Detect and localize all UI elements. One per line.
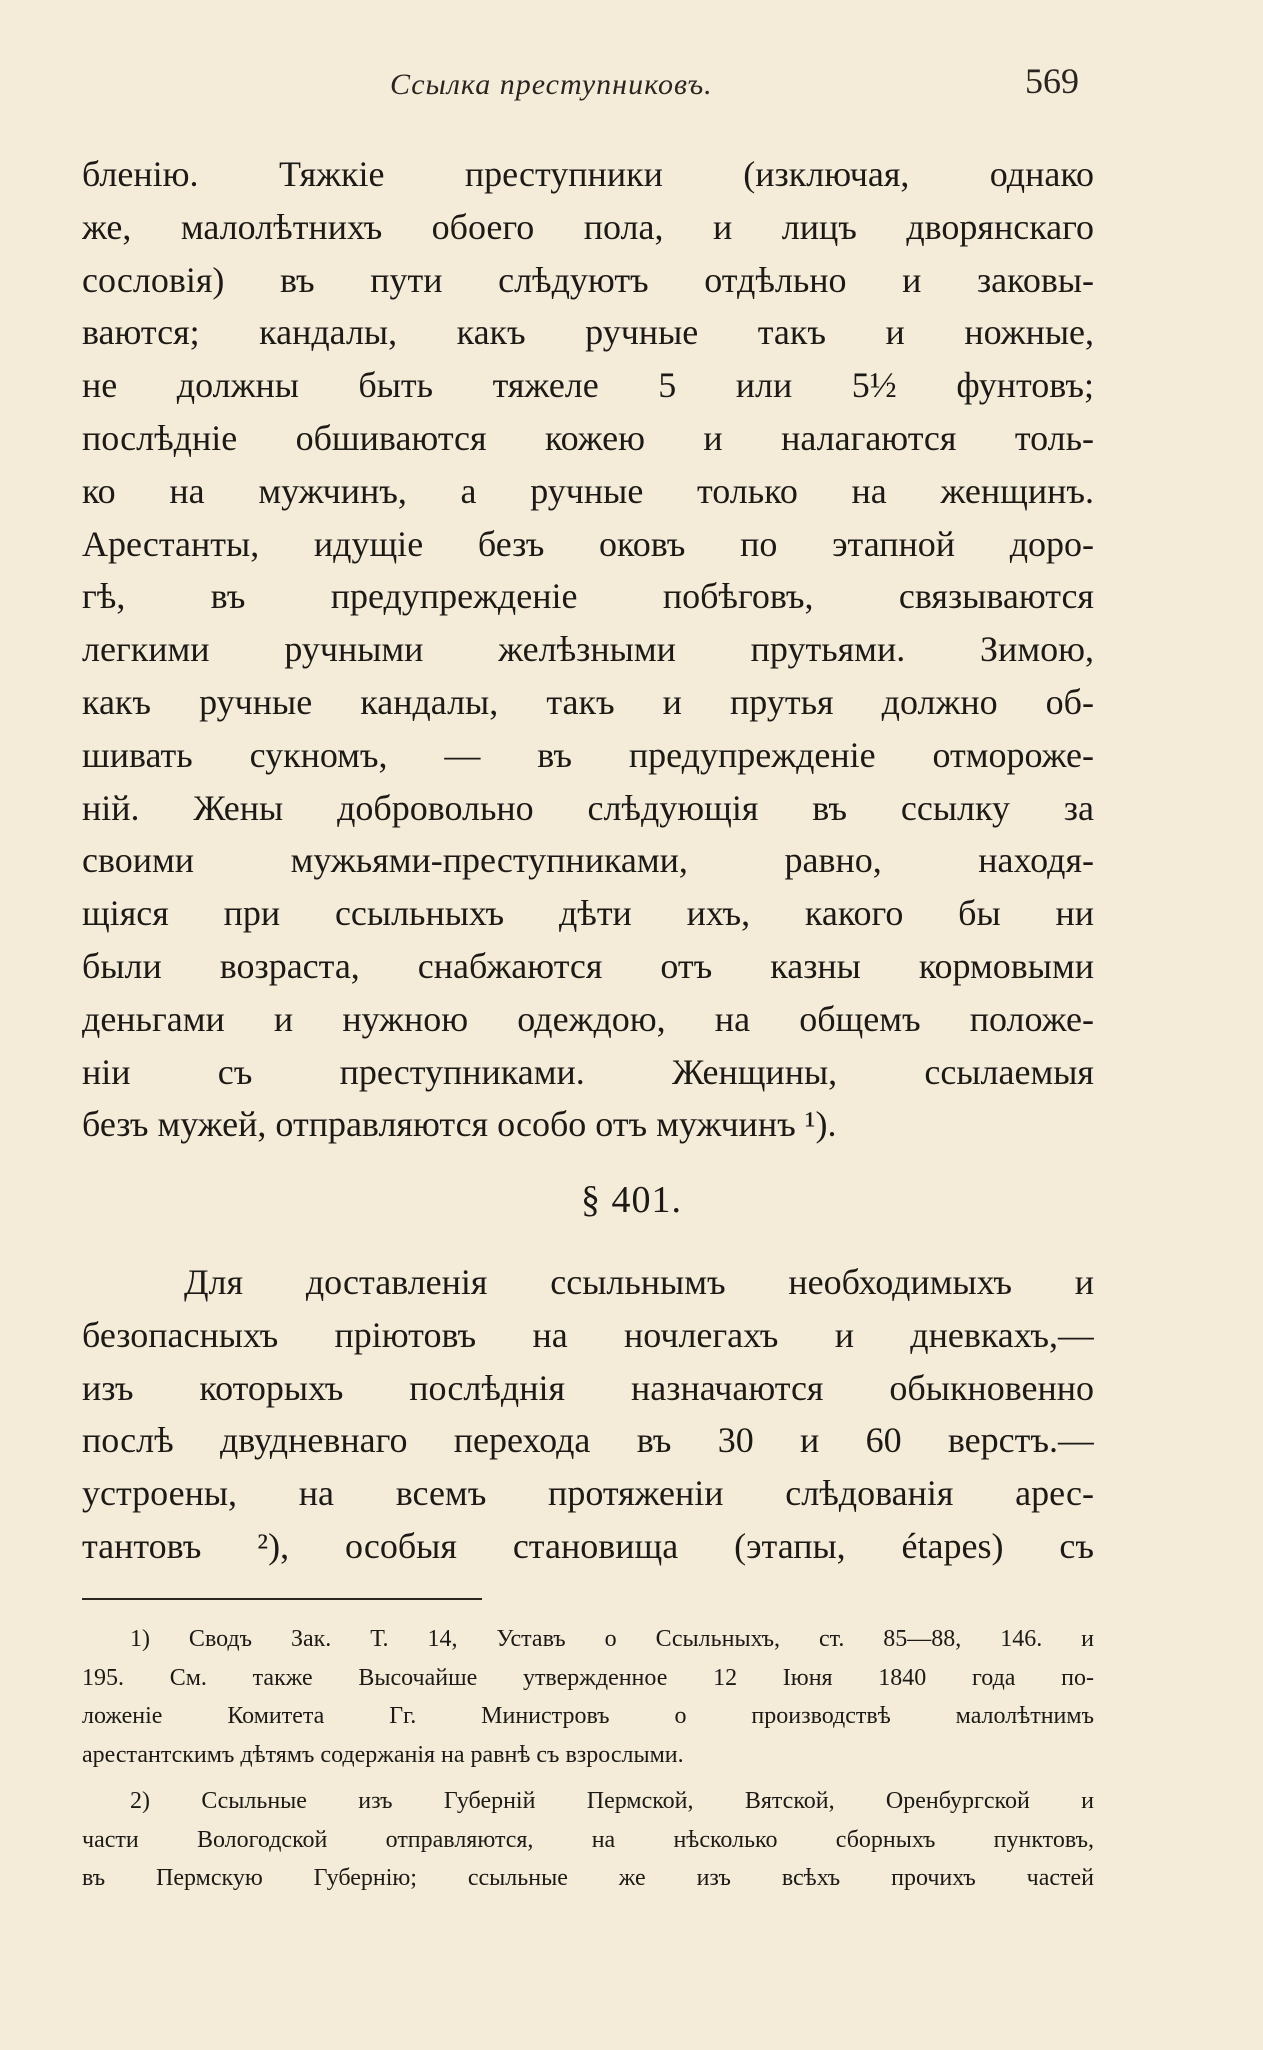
text-line: не должны быть тяжеле 5 или 5½ фунтовъ; [82,365,1094,406]
text-line: ній. Жены добровольно слѣдующія въ ссылку за [82,787,1094,828]
footnote-line: 1) Сводъ Зак. Т. 14, Уставъ о Ссыльныхъ, ст. 85—88, 146. и [130,1626,1094,1652]
running-title: Ссылка преступниковъ. [390,68,713,101]
text-line: сословія) въ пути слѣдуютъ отдѣльно и заковы- [82,259,1094,300]
text-line: ніи съ преступниками. Женщины, ссылаемыя [82,1051,1094,1092]
text-line: послѣ двудневнаго перехода въ 30 и 60 верстъ.— [82,1420,1094,1461]
text-line: Арестанты, идущіе безъ оковъ по этапной доро- [82,523,1094,564]
text-line: безопасныхъ пріютовъ на ночлегахъ и дневкахъ,— [82,1314,1094,1355]
text-line: щіяся при ссыльныхъ дѣти ихъ, какого бы ни [82,893,1094,934]
text-line: своими мужьями-преступниками, равно, находя- [82,840,1094,881]
text-line: изъ которыхъ послѣднія назначаются обыкновенно [82,1367,1094,1408]
text-line: были возраста, снабжаются отъ казны кормовыми [82,945,1094,986]
text-line: бленію. Тяжкіе преступники (изключая, однако [82,154,1094,194]
footnote-2 [82,1782,1094,1898]
text-line: шивать сукномъ, — въ предупрежденіе отмороже- [82,734,1094,775]
text-line: ко на мужчинъ, а ручные только на женщинъ. [82,470,1094,511]
footnote-line: 2) Ссыльные изъ Губерній Пермской, Вятской, Оренбургской и [130,1788,1094,1814]
footnote-line: части Вологодской отправляются, на нѣсколько сборныхъ пунктовъ, [82,1826,1094,1853]
text-line: Для доставленія ссыльнымъ необходимыхъ и [184,1262,1094,1302]
body-paragraph [82,148,1094,1151]
footnote-line: въ Пермскую Губернію; ссыльные же изъ всѣхъ прочихъ частей [82,1865,1094,1891]
text-line: ваются; кандалы, какъ ручные такъ и ножные, [82,312,1094,353]
footnote-line: арестантскимъ дѣтямъ содержанія на равнѣ съ взрослыми. [82,1741,684,1768]
page-header [0,60,1263,120]
text-line: безъ мужей, отправляются особо отъ мужчинъ ¹). [82,1104,837,1145]
footnotes [82,1620,1094,1898]
page-number: 569 [1025,61,1079,101]
footnote-1 [82,1620,1094,1774]
text-line: деньгами и нужною одеждою, на общемъ положе- [82,998,1094,1039]
section-paragraph [82,1256,1094,1573]
text-line: легкими ручными желѣзными прутьями. Зимою, [82,629,1094,670]
text-line: какъ ручные кандалы, такъ и прутья должно об- [82,681,1094,722]
section-heading: § 401. [581,1179,682,1221]
text-line: устроены, на всемъ протяженіи слѣдованія арес- [82,1473,1094,1514]
text-line: же, малолѣтнихъ обоего пола, и лицъ дворянскаго [82,206,1094,247]
footnote-rule [82,1598,482,1600]
text-line: тантовъ ²), особыя становища (этапы, étapes) съ [82,1525,1094,1566]
footnote-line: 195. См. также Высочайше утвержденное 12 Іюня 1840 года по- [82,1664,1094,1691]
footnote-line: ложеніе Комитета Гг. Министровъ о производствѣ малолѣтнимъ [82,1703,1094,1729]
text-line: послѣдніе обшиваются кожею и налагаются толь- [82,417,1094,458]
text-line: гѣ, въ предупрежденіе побѣговъ, связываются [82,576,1094,617]
